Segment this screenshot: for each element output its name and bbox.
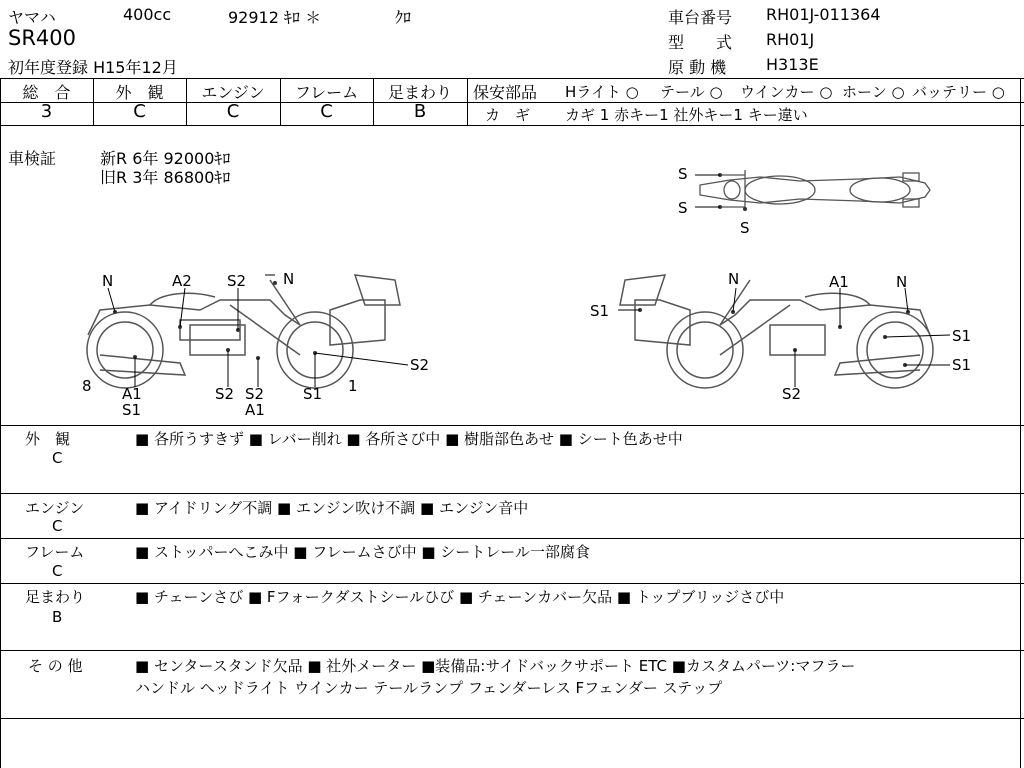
grade-label-frame: フレーム <box>294 83 359 102</box>
divider <box>0 78 1024 79</box>
diagram-label: S1 <box>303 385 323 403</box>
grade-label-overall: 総 合 <box>22 83 71 102</box>
remark-title-exterior: 外 観 <box>25 430 71 448</box>
grade-label-exterior: 外 観 <box>115 83 164 102</box>
safety-label: 保安部品 <box>473 83 538 102</box>
remark-grade-suspension: B <box>52 608 63 626</box>
diagram-label: 8 <box>82 377 92 395</box>
divider <box>467 102 1024 103</box>
inspection-old: 旧R 3年 86800ｷﾛ <box>100 168 231 187</box>
right-side-bike <box>620 275 933 388</box>
remark-title-suspension: 足まわり <box>25 588 86 606</box>
make: ヤマハ <box>8 8 56 27</box>
diagram-label: S1 <box>122 401 142 419</box>
engine-value: H313E <box>766 55 819 74</box>
safety-battery: バッテリー ○ <box>912 83 1005 101</box>
diagram-label: S2 <box>227 272 247 290</box>
first-registration: 初年度登録 H15年12月 <box>8 58 178 77</box>
grade-value-suspension: B <box>413 101 427 122</box>
grade-value-frame: C <box>320 101 333 122</box>
remark-grade-engine: C <box>52 517 63 535</box>
grade-value-overall: 3 <box>40 101 53 122</box>
safety-winker: ウインカー ○ <box>740 83 833 101</box>
diagram-label: N <box>728 270 740 288</box>
diagram-label: N <box>896 273 908 291</box>
bike-diagrams <box>0 125 1024 425</box>
key-value: カギ 1 赤キー1 社外キー1 キー違い <box>565 106 808 124</box>
grade-label-engine: エンジン <box>201 83 265 102</box>
remark-text-exterior: ■ 各所うすきず ■ レバー削れ ■ 各所さび中 ■ 樹脂部色あせ ■ シート色あせ中 <box>135 430 683 448</box>
diagram-label: S1 <box>590 302 610 320</box>
color: ｸﾛ <box>395 8 412 27</box>
frame-no-label: 車台番号 <box>668 8 733 27</box>
diagram-label: N <box>283 270 295 288</box>
remark-title-engine: エンジン <box>25 499 85 517</box>
safety-headlight: Hライト ○ <box>565 83 639 101</box>
remark-title-frame: フレーム <box>25 543 85 561</box>
remark-title-other: そ の 他 <box>28 657 83 675</box>
remark-text-frame: ■ ストッパーへこみ中 ■ フレームさび中 ■ シートレール一部腐食 <box>135 543 591 561</box>
divider <box>0 583 1024 584</box>
diagram-label: S1 <box>952 327 972 345</box>
model-name: SR400 <box>8 26 77 50</box>
top-view-bike <box>700 170 930 210</box>
safety-tail: テール ○ <box>660 83 723 101</box>
type-label: 型 式 <box>668 33 733 52</box>
diagram-label: S1 <box>952 356 972 374</box>
inspection-label: 車検証 <box>8 149 57 168</box>
diagram-label: S <box>678 165 688 183</box>
remark-grade-frame: C <box>52 562 63 580</box>
remark-text-other: ■ センタースタンド欠品 ■ 社外メーター ■装備品:サイドバックサポート ETC ■カスタムパーツ:マフラー <box>135 657 856 675</box>
displacement: 400cc <box>123 5 172 24</box>
remark-text-suspension: ■ チェーンさび ■ Fフォークダストシールひび ■ チェーンカバー欠品 ■ トップブリッジさび中 <box>135 588 785 606</box>
remark-text-other-line2: ハンドル ヘッドライト ウインカー テールランプ フェンダーレス Fフェンダー ステップ <box>135 679 723 697</box>
divider <box>0 425 1024 426</box>
divider <box>0 650 1024 651</box>
safety-horn: ホーン ○ <box>842 83 905 101</box>
left-side-bike <box>87 275 400 388</box>
diagram-label: S2 <box>782 385 802 403</box>
remark-grade-exterior: C <box>52 449 63 467</box>
remark-text-engine: ■ アイドリング不調 ■ エンジン吹け不調 ■ エンジン音中 <box>135 499 529 517</box>
mileage: 92912 ｷﾛ ＊ <box>228 8 322 27</box>
diagram-label: A1 <box>829 273 849 291</box>
diagram-label: S2 <box>215 385 235 403</box>
divider <box>0 718 1024 719</box>
diagram-label: S2 <box>410 356 430 374</box>
diagram-label: S2 <box>245 385 265 403</box>
key-label: カ ギ <box>485 106 531 124</box>
divider <box>467 78 468 125</box>
frame-no: RH01J-011364 <box>766 5 881 24</box>
divider <box>0 538 1024 539</box>
diagram-label: S <box>740 219 750 237</box>
diagram-label: A1 <box>122 385 142 403</box>
diagram-label: A1 <box>245 401 265 419</box>
grade-value-engine: C <box>226 101 240 122</box>
diagram-label: 1 <box>348 377 358 395</box>
diagram-label: A2 <box>172 272 192 290</box>
grade-value-exterior: C <box>133 101 146 122</box>
grade-label-suspension: 足まわり <box>387 83 452 102</box>
divider <box>0 493 1024 494</box>
engine-label: 原 動 機 <box>668 58 727 77</box>
inspection-new: 新R 6年 92000ｷﾛ <box>100 149 231 168</box>
diagram-label: S <box>678 199 688 217</box>
type-value: RH01J <box>766 30 815 49</box>
diagram-label: N <box>102 272 114 290</box>
